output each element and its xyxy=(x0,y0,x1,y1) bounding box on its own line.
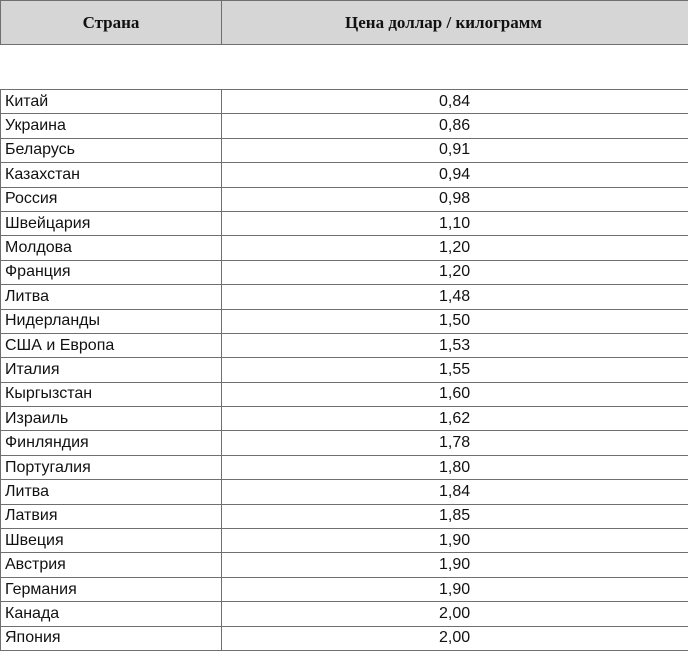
price-cell: 1,80 xyxy=(222,455,688,479)
price-cell: 1,55 xyxy=(222,358,688,382)
country-cell: Португалия xyxy=(1,455,222,479)
table-row xyxy=(1,626,688,650)
table-row xyxy=(1,333,688,357)
table-row xyxy=(1,90,688,114)
country-cell: Казахстан xyxy=(1,163,222,187)
country-cell: Италия xyxy=(1,358,222,382)
price-cell: 1,48 xyxy=(222,285,688,309)
price-cell: 1,50 xyxy=(222,309,688,333)
table-body xyxy=(1,45,688,651)
table-row xyxy=(1,358,688,382)
country-cell: Россия xyxy=(1,187,222,211)
table-row xyxy=(1,504,688,528)
price-cell: 0,98 xyxy=(222,187,688,211)
table-row xyxy=(1,480,688,504)
price-cell: 0,91 xyxy=(222,138,688,162)
country-cell: Франция xyxy=(1,260,222,284)
price-cell: 1,90 xyxy=(222,553,688,577)
country-cell: Швеция xyxy=(1,529,222,553)
price-cell: 2,00 xyxy=(222,626,688,650)
price-cell: 1,20 xyxy=(222,260,688,284)
price-cell: 0,86 xyxy=(222,114,688,138)
price-cell: 1,10 xyxy=(222,211,688,235)
table-row xyxy=(1,114,688,138)
table-row xyxy=(1,577,688,601)
price-cell: 1,85 xyxy=(222,504,688,528)
blank-cell xyxy=(222,45,688,90)
country-cell: Молдова xyxy=(1,236,222,260)
country-cell: Канада xyxy=(1,602,222,626)
price-cell: 1,84 xyxy=(222,480,688,504)
country-cell: Беларусь xyxy=(1,138,222,162)
blank-row xyxy=(1,45,688,90)
country-cell: Израиль xyxy=(1,407,222,431)
table-row xyxy=(1,211,688,235)
price-cell: 2,00 xyxy=(222,602,688,626)
table-row xyxy=(1,236,688,260)
price-cell: 1,78 xyxy=(222,431,688,455)
table-row xyxy=(1,602,688,626)
price-cell: 1,62 xyxy=(222,407,688,431)
column-header-price: Цена доллар / килограмм xyxy=(222,1,688,45)
country-cell: Латвия xyxy=(1,504,222,528)
table-row xyxy=(1,285,688,309)
blank-cell xyxy=(1,45,222,90)
table-row xyxy=(1,382,688,406)
country-cell: Украина xyxy=(1,114,222,138)
price-cell: 1,90 xyxy=(222,529,688,553)
table-row xyxy=(1,407,688,431)
country-cell: Нидерланды xyxy=(1,309,222,333)
country-cell: Литва xyxy=(1,285,222,309)
country-cell: Швейцария xyxy=(1,211,222,235)
country-cell: Япония xyxy=(1,626,222,650)
country-cell: Китай xyxy=(1,90,222,114)
country-cell: Германия xyxy=(1,577,222,601)
table-row xyxy=(1,529,688,553)
price-cell: 0,94 xyxy=(222,163,688,187)
table-row xyxy=(1,260,688,284)
header-row xyxy=(1,1,688,45)
table-row xyxy=(1,163,688,187)
country-cell: Кыргызстан xyxy=(1,382,222,406)
price-cell: 1,20 xyxy=(222,236,688,260)
country-cell: Литва xyxy=(1,480,222,504)
price-cell: 1,53 xyxy=(222,333,688,357)
table-row xyxy=(1,553,688,577)
column-header-country: Страна xyxy=(1,1,222,45)
country-cell: Финляндия xyxy=(1,431,222,455)
table-row xyxy=(1,138,688,162)
price-cell: 0,84 xyxy=(222,90,688,114)
country-cell: Австрия xyxy=(1,553,222,577)
price-cell: 1,60 xyxy=(222,382,688,406)
table-row xyxy=(1,309,688,333)
price-cell: 1,90 xyxy=(222,577,688,601)
table-row xyxy=(1,455,688,479)
country-cell: США и Европа xyxy=(1,333,222,357)
table-row xyxy=(1,431,688,455)
table-row xyxy=(1,187,688,211)
